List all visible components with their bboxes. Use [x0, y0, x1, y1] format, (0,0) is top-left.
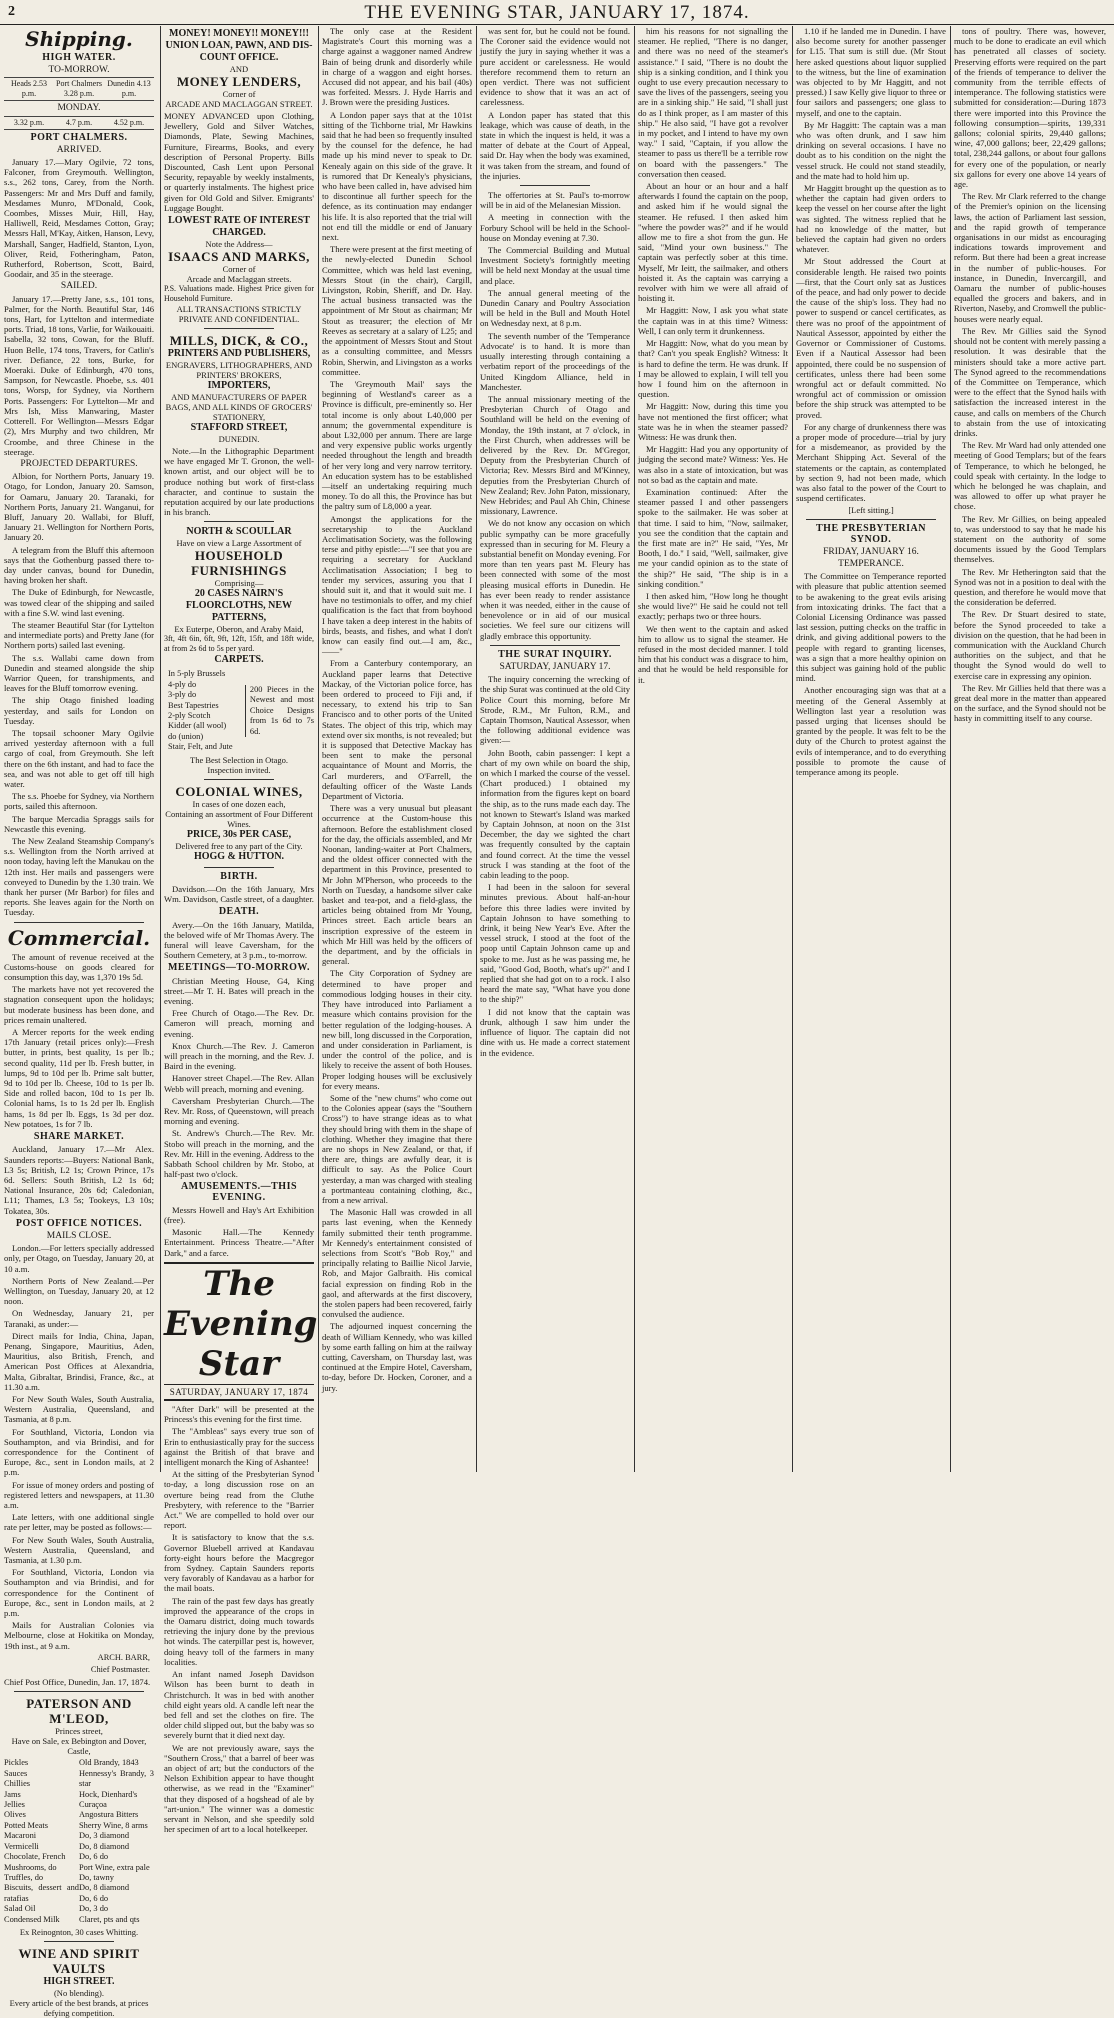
page-number: 2	[8, 4, 15, 19]
leader-para: The rain of the past few days has greatly improved the appearance of the crops in the Oamaru district, doing much towards retrieving the injury done by the previous hot winds. The caterpillar pest is, however, doing heavy toll of the farmers in many localities.	[164, 1595, 314, 1667]
news-para: The only case at the Resident Magistrate's Court this morning was a charge against a waggoner named Andrew Bain of being drunk and disorderly while in charge of a waggon and eight horses. Accused did not appear, and his bail (40s) was forfeited. Messrs. J. Hyde Harris and J. Brown were the presiding Justices.	[322, 26, 472, 108]
shipping-para: The s.s. Wallabi came down from Dunedin and steamed alongside the ship Warrior Queen, for transhipments, and leaves for the Bluff tomorrow evening.	[4, 652, 154, 694]
surat-para: I had been in the saloon for several minutes previous. About half-an-hour before this three ladies were invited by Captain Johnson to have something to drink, it being New Year's Eve. After the vessel struck, I stood at the foot of the poop until Captain Johnson came up and spoke to me. Just as he was passing me, he said, "Good God, Booth, what's up?" and I replied that she had got on to a rock. I also heard the mate say, "What have you done to the ship?"	[480, 882, 630, 1005]
goods-item: Do, 3 diamond	[79, 1831, 130, 1841]
synod-para: The Rev. Mr Hetherington said that the Synod was not in a position to deal with the question, and therefore he would move that the consideration be deferred.	[954, 566, 1106, 608]
mills-street: STAFFORD STREET,	[190, 422, 288, 434]
goods-item: Do, tawny	[79, 1872, 114, 1882]
goods-item: Truffles, do	[4, 1872, 44, 1882]
goods-item: Olives	[4, 1810, 26, 1820]
news-para: The annual general meeting of the Dunedin Canary and Poultry Association will be held in the Bull and Mouth Hotel on Wednesday next, at 8 p.m.	[480, 287, 630, 329]
post-para: For issue of money orders and posting of registered letters and newspapers, at 11.30 a.m.	[4, 1479, 154, 1510]
goods-item: Do, 8 diamond	[79, 1883, 130, 1893]
goods-item: Vermicelli	[4, 1841, 39, 1851]
household-sub: Comprising—	[214, 578, 264, 589]
column-6	[796, 26, 946, 1472]
lowest-rate	[164, 215, 314, 324]
monday-label: MONDAY.	[57, 103, 101, 114]
post-office-heading: POST OFFICE NOTICES.	[15, 1217, 143, 1229]
news-para: A meeting in connection with the Forbury School will be held in the School-house on Monday evening at 7.30.	[480, 212, 630, 243]
paterson-street: Princes street,	[55, 1726, 103, 1737]
isaacs-name: ISAACS AND MARKS,	[168, 249, 310, 265]
leader-para: The "Ambleas" says every true son of Erin to enthusiastically pray for the success against the British of that brave and intelligent monarch the King of Ashantee!	[164, 1426, 314, 1468]
meeting-para: Caversham Presbyterian Church.—The Rev. Mr. Ross, of Queenstown, will preach morning and evening.	[164, 1095, 314, 1127]
shipping-para: The Duke of Edinburgh, for Newcastle, was towed clear of the shipping and sailed with a fine S.W. wind last evening.	[4, 587, 154, 618]
colonial-text: Containing an assortment of Four Different Wines.	[165, 808, 313, 829]
surat-para: Mr Stout addressed the Court at considerable length. He raised two points—first, that the Court only sat as Justices of the peace, and had only power to decide the cause of the ship's loss. They had no power to suspend or cancel certificates, as there was no proof of the appointment of Nautical Assessor, appointed by either the Governor or Commissioner of Customs. Even if a Nautical Assessor had been appointed, there could be no suspension of certificates, unless there had been some wrongful act or default committed. No wrongful act of commission or omission before the ship struck was attempted to be proved.	[796, 256, 946, 420]
goods-item: Salad Oil	[4, 1904, 36, 1914]
synod-date: FRIDAY, JANUARY 16.	[823, 546, 919, 557]
union-address: ARCADE AND MACLAGGAN STREET.	[165, 99, 313, 109]
commercial-heading: Commercial.	[7, 925, 151, 950]
news-para: The City Corporation of Sydney are determined to have proper and commodious lodging houses in their city. They have introduced into Parliament a measure which contains provision for the better regulation of the lodging-houses. A new bill, long discussed in the Corporation, and under consideration in Parliament, is under the control of the police, and is likely to receive the assent of both Houses. Proper lodging houses will be exclusively for every means.	[322, 968, 472, 1091]
paterson-ad	[4, 1696, 154, 1756]
carpet-item: 2-ply Scotch	[168, 711, 211, 721]
goods-item: Chocolate, French	[4, 1852, 66, 1862]
synod-para: The Rev. Mr Gillies, on being appealed to, was understood to say that he made his statement on the authority of some documents issued by the Good Templars themselves.	[954, 513, 1106, 565]
isaacs-confidential: ALL TRANSACTIONS STRICTLY PRIVATE AND CONFIDENTIAL.	[176, 304, 302, 325]
north-scoullar-ad	[164, 526, 314, 666]
post-para: For Southland, Victoria, London via Southampton, and via Brindisi, and for correspondence for the Continent of Europe, &c., sent in London mails, at 2 p.m.	[4, 1426, 154, 1478]
mills-importers: IMPORTERS,	[207, 380, 271, 392]
temperance-heading: TEMPERANCE.	[838, 558, 904, 569]
leader-para: We are not previously aware, says the "Southern Cross," that a barrel of beer was an object of art; but the conductors of the Nelson Exhibition appear to have thought otherwise, as we read in the "Examiner" that they disposed of a hogshead of ale by "art-union." The winner was a domestic servant in Nelson, and she speedily sold her specimen of art to a local hotelkeeper.	[164, 1742, 314, 1835]
column-4	[480, 26, 630, 1472]
surat-heading: THE SURAT INQUIRY.	[498, 648, 612, 660]
amusement-para: Masonic Hall.—The Kennedy Entertainment. Princess Theatre.—"After Dark," and a farce.	[164, 1227, 314, 1258]
arrived-heading: ARRIVED.	[56, 144, 102, 155]
goods-item: Old Brandy, 1843	[79, 1758, 139, 1768]
leader-para: It is satisfactory to know that the s.s. Governor Bluebell arrived at Kandavau forty-eight hours before the Macgregor from Sydney. Captain Saunders reports very favorably of Kandavau as a harbor for the mail boats.	[164, 1532, 314, 1594]
carpet-item: Kidder (all wool)	[168, 721, 227, 731]
paper-dateline: SATURDAY, JANUARY 17, 1874	[164, 1387, 314, 1401]
left-sitting-text: [Left sitting.]	[848, 505, 894, 516]
post-office-place: Chief Post Office, Dunedin, Jan. 17, 1874.	[4, 1677, 151, 1688]
post-para: London.—For letters specially addressed only, per Otago, on Tuesday, January 20, at 10 a.m.	[4, 1243, 154, 1274]
leader-para: An infant named Joseph Davidson Wilson has been burnt to death in Christchurch. It was in bed with another child eight years old. A candle left near the bed fell and set the clothes on fire. The older child slipped out, but the baby was so severely burnt that it died next day.	[164, 1669, 314, 1741]
goods-item: Port Wine, extra pale	[79, 1862, 150, 1872]
shipping-para: The New Zealand Steamship Company's s.s. Wellington from the North arrived at noon today, having left the Manukau on the 12th inst. Her mails and passengers were conveyed to Dunedin by the 1.30 train. We thank her purser (Mr Barbor) for files and reports. She leaves again for the North on Tuesday.	[4, 836, 154, 918]
nairn-ex: Ex Euterpe, Oberon, and Araby Maid,	[174, 624, 304, 635]
news-para: The 'Greymouth Mail' says the beginning of Westland's career as a Province is difficult, pre-eminently so. Her total income is only about L40,000 per annum; the governmental expenditure is about L32,000 per annum. There are large and very expensive public works urgently needed throughout the length and breadth of her very long and very narrow territory. An education system has to be established—itself an undertaking requiring much money. To do all this, the Province has but the paltry sum of L8,000 a year.	[322, 378, 472, 512]
household-heading: HOUSEHOLD FURNISHINGS	[191, 548, 287, 579]
divider	[520, 185, 590, 186]
divider	[204, 521, 274, 522]
shipping-para: The s.s. Phoebe for Sydney, via Northern ports, sailed this afternoon.	[4, 791, 154, 812]
paterson-heading: PATERSON AND M'LEOD,	[26, 1696, 132, 1727]
carpet-item: Best Tapestries	[168, 700, 219, 710]
union-corner: Corner of	[222, 89, 256, 99]
post-para: For New South Wales, South Australia, Western Australia, Queensland, and Tasmania, at 1.30 p.m.	[4, 1534, 154, 1566]
death-heading: DEATH.	[218, 906, 260, 918]
isaacs-address: Arcade and Maclaggan streets.	[186, 274, 292, 285]
post-para: Late letters, with one additional single rate per letter, may be posted as follows:—	[4, 1512, 154, 1533]
synod-para: The Rev. Mr Clark referred to the change of the Premier's opinion on the licensing laws, the action of Parliament last session, and the rapid growth of temperance organisations in our midst as encouraging indications towards improvement and reform. But there had been a great increase in the number of public-houses. For instance, in Dunedin, Invercargill, and Oamaru the number of public-houses equalled the grocers and bakers, and in Riverton, Naseby, and Cromwell the public-houses were nearly equal.	[954, 191, 1106, 324]
goods-item: Sherry Wine, 8 arms	[79, 1820, 148, 1830]
synod-para: The Committee on Temperance reported with pleasure that public attention seemed to be awakening to the great evils arising from intoxicating drinks. The fact that a Colonial Licensing Ordinance was passed last session, putting checks on the traffic in drink, and giving additional powers to the people with regard to granting licenses, was a sign that a more healthy opinion on this subject was gaining hold of the public mind.	[796, 571, 946, 684]
post-para: Mails for Australian Colonies via Melbourne, close at Hokitika on Monday, 19th inst., at 9 a.m.	[4, 1620, 154, 1651]
paterson-goods	[4, 1758, 154, 1925]
post-para: On Wednesday, January 21, per Taranaki, as under:—	[4, 1308, 154, 1329]
paterson-foot	[4, 1927, 154, 1937]
surat-para: We then went to the captain and asked him to allow us to signal the steamer. He refused in the most decided manner. I told him that his conduct was a disgrace to him, and that he would be held responsible for it.	[638, 623, 788, 685]
union-and: AND	[229, 64, 249, 74]
surat-para: Examination continued: After the steamer passed I and other passengers spoke to the sailmaker. He was sober at that time. I said to him, "Now, sailmaker, you see the condition that the captain and the first mate are in?" He said, "Yes, Mr Booth, I do." I said, "Well, sailmaker, give me your candid opinion as to the state of the ship?" He said, "The ship is in a sinking condition."	[638, 486, 788, 589]
surat-para: Mr Haggitt: Now, what do you mean by that? Can't you speak English? Witness: It is hard to define the term. He was drunk. If I may be allowed to explain, I will tell you how I found him on the afternoon in question.	[638, 338, 788, 400]
death-text: Avery.—On the 16th January, Matilda, the beloved wife of Mr Thomas Avery. The funeral will leave Caversham, for the Southern Cemetery, at 3 p.m., to-morrow.	[164, 919, 314, 961]
carpets-foot-block	[164, 755, 314, 775]
divider	[204, 867, 274, 868]
meetings-heading: MEETINGS—TO-MORROW.	[167, 962, 311, 974]
union-text: MONEY ADVANCED upon Clothing, Jewellery, Gold and Silver Watches, Diamonds, Plate, Sewing Machines, Furniture, Firearms, Books, and every description of Personal Property. Bills Discounted, Cash Lent upon Personal Security, repayable by weekly instalments, or quarterly instalments. The highest price given for Old Gold and Silver. Emigrants' Luggage Bought.	[164, 111, 314, 213]
goods-item: Jams	[4, 1789, 21, 1799]
news-para: The annual missionary meeting of the Presbyterian Church of Otago and Southland will be held on the evening of Monday, the 19th instant, at 7 o'clock, in the First Church, when addresses will be delivered by the Rev. Dr. M'Gregor, Deputy from the Presbyterian Church of Victoria; Rev. Messrs Bird and M'Kinney, deputies from the Presbyterian Church of New Zealand; Rev. John Paton, missionary, New Hebrides; and Paul Ah Chin, Chinese missionary, Lawrence.	[480, 393, 630, 517]
paterson-goods-left	[4, 1758, 79, 1925]
leader-para: At the sitting of the Presbyterian Synod to-day, a long discussion rose on an overture being read from the Cluthe Presbytery, with reference to the "Barrier Act." We are compelled to hold over our report.	[164, 1469, 314, 1531]
birth-text: Davidson.—On the 16th January, Mrs Wm. Davidson, Castle street, of a daughter.	[164, 883, 314, 905]
carpet-item: 3-ply do	[168, 690, 197, 700]
colonial-wines-ad	[164, 784, 314, 863]
surat-para: him his reasons for not signalling the steamer. He replied, "There is no danger, and there was no need of the steamer's assistance." I said, "There is no doubt the ship is a sinking condition, and I think you ought to use every precaution necessary to save the lives of the passengers, seeing you are in a sinking ship." He said, "I shall just do as I think proper, as I am master of this ship." He also said, "I have got a revolver in my pocket, and I intend to have my own way." I said, "Captain, if you allow the steamer to pass us there'll be a terrible row on board with the passengers." The conversation then ceased.	[638, 26, 788, 179]
surat-para: Mr Haggitt brought up the question as to whether the captain had given orders to keep the vessel on her course after the light was sighted. The witness replied that he had no knowledge of the matter, but believed the captain had given no orders whatever.	[796, 183, 946, 255]
tide-table-tomorrow	[4, 77, 154, 101]
news-para: A London paper says that at the 101st sitting of the Tichborne trial, Mr Hawkins said that he had been so frequently insulted by the counsel for the defence, he had made up his mind never to speak to Dr. Kenealy again on this side of the grave. It is rumored that Dr Kenealy's physicians, who have been called in, have advised him to discontinue all further speech for the defence, as its continuation may endanger his life. It is also reported that the trial will not end till the middle or end of January next.	[322, 109, 472, 243]
surat-para: John Booth, cabin passenger: I kept a chart of my own while on board the ship, on which I marked the course of the vessel. (Chart produced.) I obtained my information from the figures kept on board the ship, as to the runs made each day. The not known to Stewart's Island was marked by Captain Johnson, at noon on the 31st December, the day we sighted the chart was frequently consulted by the captain and found correct. At the time the vessel struck I was standing at the foot of the cabin leading to the poop.	[480, 747, 630, 881]
news-para: The Masonic Hall was crowded in all parts last evening, when the Kennedy family submitted their tenth programme. Mr Kennedy's entertainment consisted of selections from Scott's "Bob Roy," and principally relating to Baillie Nicol Jarvie, Rob, and Major Galbraith. His comical facial expression on finding Rob in the gaol, and afterwards at the first discovery, the stolen papers had been recovered, fairly convulsed the audience.	[322, 1207, 472, 1320]
shipping-para: The barque Mercadia Spraggs sails for Newcastle this evening.	[4, 813, 154, 834]
isaacs-ps: P.S. Valuations made. Highest Price given for Household Furniture.	[164, 284, 314, 304]
shipping-para: A telegram from the Bluff this afternoon says that the Gothenburg passed there to-day under canvas, bound for Dunedin, having broken her shaft.	[4, 544, 154, 586]
wine-vaults-heading: WINE AND SPIRIT VAULTS	[18, 1945, 140, 1976]
goods-item: Do, 8 diamond	[79, 1841, 130, 1851]
divider	[204, 779, 274, 780]
projected-heading: PROJECTED DEPARTURES.	[20, 458, 138, 469]
goods-item: Angostura Bitters	[79, 1810, 139, 1820]
post-para: For New South Wales, South Australia, Western Australia, Queensland, and Tasmania, at 8 p.m.	[4, 1393, 154, 1425]
colonial-price: PRICE, 30s PER CASE,	[186, 828, 292, 840]
mills-sub-3: AND MANUFACTURERS OF PAPER BAGS, AND ALL KINDS OF GROCERS' STATIONERY,	[165, 392, 313, 423]
arrived-text: January 17.—Mary Ogilvie, 72 tons, Falconer, from Greymouth. Wellington, s.s., 262 tons, Carey, from the North. Passengers: Mr and Mrs Duff and family, Mesdames Munro, M'Donald, Cook, Coombes, Misses Muir, Hill, Hay, Halliwell, Reid, Mesdames Cotton, Gray; Messrs Hall, M'Kay, Aitken, Hanson, Levy, Marshall, Sanger, Hadfield, Stanton, Lyon, Oliver, Reid, Fotheringham, Paton, Rutherford, Robertson, Scott, Baird, Goodair, and 35 in the steerage.	[4, 157, 154, 280]
news-para: From a Canterbury contemporary, an Auckland paper learns that Detective Mackay, of the Victorian police force, has been ordered to proceed to Fiji and, if necessary, to extend his trip to San Francisco and to other ports of the United States. The object of this trip, which may extend over six months, is not revealed; but it is supposed that Detective Mackay has been sent to make the personal acquaintance of Mount and Morris, the Carl murderers, and O'Farrell, the defaulting officer of the Waste Lands Department of Victoria.	[322, 658, 472, 802]
tide-table-monday	[4, 116, 154, 130]
news-para: The seventh number of the 'Temperance Advocate' is to hand. It is more than usually interesting through containing a verbatim report of the proceedings of the United Kingdom Alliance, held in Manchester.	[480, 330, 630, 392]
carpets-items	[168, 669, 245, 752]
surat-para: About an hour or an hour and a half afterwards I found the captain on the poop, and asked him if he would signal the steamer. He refused. I then asked him "where the powder was?" and if he would allow me to fire a shot from the gun. He said, "Mind your own business." The captain was perfectly sober at this time. Myself, Mr Ieitt, the sailmaker, and others hoisted it. As the captain was carrying a revolver with him we were all afraid of hoisting it.	[638, 181, 788, 304]
carpets-block	[168, 669, 314, 752]
goods-item: Pickles	[4, 1758, 29, 1768]
synod-para: The Rev. Mr Gillies said the Synod should not be content with merely passing a resolution. It was desirable that the ministers should take a more active part. The Synod agreed to the recommendations of the Committee on Temperance, which were to the effect that the Synod hails with satisfaction the increased interest in the cause, and calls on members of the Church to abstain from the use of intoxicating drinks.	[954, 325, 1106, 438]
synod-para: The Rev. Dr Stuart desired to state, before the Synod proceeded to take a division on the question, that he had been in communication with the Auckland Church authorities on the subject, and that he thought the Synod would do well to exercise care in expressing any opinion.	[954, 609, 1106, 681]
post-para: Northern Ports of New Zealand.—Per Wellington, on Tuesday, January 20, at 12 noon.	[4, 1275, 154, 1307]
carpet-item: 4-ply do	[168, 679, 197, 689]
columns	[4, 26, 1110, 2018]
tomorrow-label: TO-MORROW.	[48, 65, 110, 76]
north-line: Have on view a Large Assortment of	[176, 538, 302, 549]
news-para: The adjourned inquest concerning the death of William Kennedy, who was killed by some earth falling on him at the railway cutting, Caversham, on Thursday last, was continued at the Empire Hotel, Caversham, to-day, before Dr. Hocken, Coroner, and a jury.	[322, 1321, 472, 1393]
wine-vaults-street: HIGH STREET.	[43, 1975, 115, 1987]
goods-item: Hennessy's Brandy, 3 star	[79, 1768, 154, 1789]
postmaster-name: ARCH. BARR,	[97, 1652, 150, 1662]
projected-text: Albion, for Northern Ports, January 19. Otago, for London, January 20. Samson, for Oamaru, January 20. Taranaki, for Northern Ports, January 21. Wanganui, for Bluff, January 20. Wallabi, for Bluff, January 21. Wellington for Northern Ports, January 20.	[4, 471, 154, 543]
union-lenders: MONEY LENDERS,	[176, 74, 302, 89]
masthead	[0, 0, 1114, 25]
carpet-item: In 5-ply Brussels	[168, 669, 226, 679]
synod-para: tons of poultry. There was, however, much to be done to eradicate an evil which has penetrated all classes of society. Preserving efforts were required on the part of the friends of temperance to deliver the community from the terrible effects of intemperance. The following statistics were submitted for consideration:—During 1873 there were imported into this Province the following consumption—spirits, 139,331 gallons; colonial spirits, 29,440 gallons; wine, 47,000 gallons; beer, 22,429 gallons; total, 238,244 gallons, or about four gallons for every one of the population, or nearly six gallons for every one above 14 years of age.	[954, 26, 1106, 190]
goods-item: Chillies	[4, 1779, 31, 1789]
union-line-2: COUNT OFFICE.	[199, 52, 279, 63]
tide-cell: 4.52 p.m.	[113, 117, 145, 127]
shipping-heading: Shipping.	[25, 27, 133, 51]
sailed-text: January 17.—Pretty Jane, s.s., 101 tons, Palmer, for the North. Beautiful Star, 146 tons, Hart, for Lyttelton and intermediate ports. Triad, 18 tons, Varlie, for Waikouaiti. Isabella, 32 tons, Cowan, for the Bluff. Huon Belle, 174 tons, Travers, for Catlin's river. Defiance, 22 tons, Burke, for Moeraki. Duke of Edinburgh, 470 tons, Sampson, for Newcastle. Phoebe, s.s. 401 tons, Worsp, for Sydney, via Northern Ports. Passengers: For Lyttelton—Mr and Mrs Ish, Miss Manwaring, Master Cotterell. For Wellington—Messrs Edgar (2), Mrs Murphy and two children, Mr Croombe, and three Chinese in the steerage.	[4, 293, 154, 457]
news-para: We do not know any occasion on which public sympathy can be more gracefully expressed than in securing for M. Fleury a substantial benefit on Monday evening. For more than ten years past M. Fleury has been connected with some of the most pleasing musical efforts in Dunedin. He has ever been ready to render assistance when it was needed, either in the cause of benevolence or in aid of our musical societies. We feel sure our citizens will gladly embrace this opportunity.	[480, 518, 630, 641]
news-para: The offertories at St. Paul's to-morrow will be in aid of the Melanesian Mission.	[480, 190, 630, 211]
tide-cell: Port Chalmers 3.28 p.m.	[56, 79, 102, 99]
divider	[14, 1691, 144, 1692]
synod-heading: THE PRESBYTERIAN SYNOD.	[816, 523, 926, 545]
divider	[14, 922, 144, 923]
carpets-heading: CARPETS.	[214, 654, 264, 666]
news-para: A London paper has stated that this leakage, which was cause of death, in the state in which the inquest is held, it was a matter of debate at the Court of Appeal, said Dr. Hay when the body was examined, it was taken from the stream, and found of the injuries.	[480, 109, 630, 181]
mills-heading: MILLS, DICK, & CO.,	[169, 333, 309, 349]
colonial-heading: COLONIAL WINES,	[175, 783, 303, 799]
amusements-heading: AMUSEMENTS.—THIS EVENING.	[180, 1181, 298, 1203]
news-para: Some of the "new chums" who come out to the Colonies appear (says the "Southern Cross") to have strange ideas as to what they should bring with them in the shape of clothing. Whether they imagine that there are no shops in New Zealand, or that, if there are, things are awfully dear, it is difficult to say. As the Police Court yesterday, a man was charged with stealing a portmanteau containing clothing, &c., from a new arrival.	[322, 1092, 472, 1205]
goods-item: Jellies	[4, 1800, 25, 1810]
share-market-heading: SHARE MARKET.	[33, 1131, 125, 1143]
column-7	[954, 26, 1106, 1472]
nairn-widths: 3ft, 4ft 6in, 6ft, 9ft, 12ft, 15ft, and 18ft wide, at from 2s 6d to 5s per yard.	[164, 634, 314, 654]
carpets-list	[168, 669, 314, 752]
paterson-castle: Castle,	[67, 1746, 91, 1757]
mills-dick-ad	[164, 333, 314, 444]
synod-para: The Rev. Mr Gillies held that there was a great deal more in the matter than appeared on the surface, and the Synod should not be hasty in committing itself to any course.	[954, 682, 1106, 724]
surat-date: SATURDAY, JANUARY 17.	[499, 661, 611, 672]
wine-vaults-foot: Every article of the best brands, at prices defying competition.	[9, 1997, 149, 2018]
carpets-foot: The Best Selection in Otago.	[190, 754, 288, 765]
union-loan-ad	[164, 28, 314, 109]
birth-heading: BIRTH.	[220, 870, 258, 882]
news-para: Amongst the applications for the secretaryship to the Auckland Acclimatisation Society, was the following terse and pithy epistle:—"I see that you are requiring a secretary for Auckland Acclimatisation Association; I beg to tender my services, assuring you that I should suit it, and that it would suit me. I have no testimonials to offer, and my chief qualification is the fact that from boyhood I have taken a deep interest in the habits of birds, beasts, and fishes, and what I don't know can easily find out.—I am, &c., ——"	[322, 513, 472, 657]
divider	[44, 1941, 114, 1942]
goods-item: Claret, pts and qts	[79, 1914, 140, 1924]
column-2	[164, 26, 318, 1835]
column-5	[638, 26, 788, 1472]
paterson-footline: Ex Reinognton, 30 cases Whitting.	[19, 1926, 139, 1937]
news-para: There were present at the first meeting of the newly-elected Dunedin School Committee, which was held last evening, Messrs Stout (in the chair), Cargill, Livingston, Robin, Sheriff, and Dr. Hay. The actual business transacted was the appointment of Mr Stout as chairman; Mr Stout as treasurer; the election of Mr Reeves as secretary at a salary of L25; and the appointment of Messrs Stout and Stout as a consulting committee, and Messrs Robin, Sherwin, and Livingston as a works committee.	[322, 244, 472, 377]
surat-para: I then asked him, "How long he thought she would live?" He said he could not tell exactly; perhaps two or three hours.	[638, 590, 788, 622]
leader-para: "After Dark" will be presented at the Princess's this evening for the first time.	[164, 1404, 314, 1425]
shipping-para: The steamer Beautiful Star (for Lyttelton and intermediate ports) and Pretty Jane (for Northern ports) sailed last evening.	[4, 619, 154, 651]
goods-item: Hock, Dienhard's	[79, 1789, 138, 1799]
isaacs-note: Note the Address—	[205, 239, 273, 250]
commercial-para: The amount of revenue received at the Customs-house on goods cleared for consumption this day, was 1,370 19s 5d.	[4, 951, 154, 983]
news-para: was sent for, but he could not be found. The Coroner said the evidence would not justify the jury in saying whether it was a pure accident or carelessness. He would therefore recommend them to return an open verdict. There was not sufficient evidence to show that it was an act of carelessness.	[480, 26, 630, 108]
goods-item: Sauces	[4, 1768, 28, 1778]
postmaster-title: Chief Postmaster.	[90, 1665, 150, 1675]
mills-sub-2: ENGRAVERS, LITHOGRAPHERS, AND PRINTERS' BROKERS,	[165, 360, 313, 381]
column-3	[322, 26, 472, 1472]
hogg-hutton: HOGG & HUTTON.	[193, 850, 285, 862]
shipping-para: The topsail schooner Mary Ogilvie arrived yesterday afternoon with a full cargo of coal, from Greymouth. She left there on the 6th instant, and had to face the sea, and was not able to get off till high water.	[4, 727, 154, 789]
mills-sub: PRINTERS AND PUBLISHERS,	[167, 348, 311, 360]
paterson-goods-right	[79, 1758, 154, 1925]
post-para: For Southland, Victoria, London via Southampton and via Brindisi, and for correspondence for the Continent of Europe, &c., sent in London mails, at 2 p.m.	[4, 1567, 154, 1619]
carpet-item: Stair, Felt, and Jute	[168, 742, 233, 752]
mills-city: DUNEDIN.	[218, 434, 260, 445]
masthead-title: THE EVENING STAR, JANUARY 17, 1874.	[364, 2, 750, 23]
share-text: Auckland, January 17.—Mr Alex. Saunders reports:—Buyers: National Bank, L3 5s; British, L2 1s; Crown Prince, 17s 6d. Sellers: South British, L2 1s 6d; National Insurance, 20s 6d; Caledonian, L11; Thames, L3 5s; Tookeys, L3 10s; Tokatea, 30s.	[4, 1144, 154, 1216]
port-chalmers-heading: PORT CHALMERS.	[30, 131, 128, 143]
post-para: Direct mails for India, China, Japan, Penang, Singapore, Mauritius, Aden, Mauritius, also British, French, and American Post Offices at Alexandria, Malta, Gibraltar, Brindisi, France, &c., at 11.30 a.m.	[4, 1330, 154, 1392]
news-para: There was a very unusual but pleasant occurrence at the Custom-house this afternoon. Before the establishment closed for the day, the officials assembled, and Mr Noonan, landing-waiter at Port Chalmers, and the oldest officer connected with the department in this Province, presented to Mr John M'Pherson, who proceeds to the North on Tuesday, a handsome silver cake basket and tea-pot, and a field-glass, the articles being obtained from Mr Young, Princes street. Each article bears an inscription expressive of the esteem in which Mr Hill was held by the officers of the department, and by the officials in general.	[322, 803, 472, 967]
wine-vaults-note: (No blending).	[53, 1987, 105, 1998]
north-heading: NORTH & SCOULLAR	[186, 526, 292, 538]
meeting-para: Hanover street Chapel.—The Rev. Allan Webb will preach, morning and evening.	[164, 1073, 314, 1094]
sailed-heading: SAILED.	[60, 281, 98, 292]
synod-para: Another encouraging sign was that at a meeting of the General Assembly at Wellington last year a resolution was passed urging that licenses should be granted by the people. It was felt to be the duty of the Church to protest against the evils of intemperance, and to do everything possible to promote the cause of temperance among its people.	[796, 685, 946, 778]
surat-para: Mr Haggitt: Now, I ask you what state the captain was in at this time? Witness: Well, I can only term it drunkenness.	[638, 305, 788, 336]
surat-para: For any charge of drunkenness there was a proper mode of procedure—trial by jury for a misdemeanor, as provided by the Merchant Shipping Act. Several of the statements or the captain, as contemplated by section 9, had not been made, which was also fatal to the power of the Court to suspend certificates.	[796, 421, 946, 504]
mails-close-heading: MAILS CLOSE.	[46, 1230, 112, 1241]
goods-item: Do, 6 do	[79, 1893, 109, 1903]
surat-para: I did not know that the captain was drunk, although I saw him under the influence of liquor. The captain did not dine with us. He made a correct statement in the evidence.	[480, 1006, 630, 1058]
amusement-para: Messrs Howell and Hay's Art Exhibition (free).	[164, 1204, 314, 1225]
tide-cell: 4.7 p.m.	[65, 117, 93, 127]
union-line-1: UNION LOAN, PAWN, AND DIS-	[165, 40, 313, 51]
goods-item: Mushrooms, do	[4, 1862, 57, 1872]
goods-item: Potted Meats	[4, 1820, 48, 1830]
divider	[806, 519, 936, 520]
tide-cell: Dunedin 4.13 p.m.	[107, 79, 151, 99]
tide-cell: 3.32 p.m.	[13, 117, 45, 127]
tide-cell: Heads 2.53 p.m.	[11, 79, 47, 99]
goods-item: Do, 6 do	[79, 1852, 109, 1862]
paper-nameplate: The Evening Star	[164, 1263, 318, 1384]
synod-para: The Rev. Mr Ward had only attended one meeting of Good Templars; but of the fears of Temperance, to which he belonged, he could speak with certainty. In the lodge to which he belonged he was chaplain, and was allowed to offer up what prayer he chose.	[954, 440, 1106, 512]
paterson-sale: Have on Sale, ex Bebington and Dover,	[11, 1736, 147, 1747]
mills-note: Note.—In the Lithographic Department we have engaged Mr T. Gronon, the well-known artist, and our object will be to produce nothing but work of first-class character, and continue to sustain the reputation acquired by our late productions in his branch.	[164, 446, 314, 518]
goods-item: Condensed Milk	[4, 1914, 60, 1924]
isaacs-corner: Corner of	[222, 264, 256, 275]
surat-para: The inquiry concerning the wrecking of the ship Surat was continued at the old City Police Court this morning, before Mr Strode, R.M., Mr Fulton, R.M., and Captain Thomson, Nautical Assessor, when the following additional evidence was given:—	[480, 674, 630, 746]
commercial-para: A Mercer reports for the week ending 17th January (retail prices only):—Fresh butter, in prints, best quality, 1s per lb.; second quality, 11d per lb. Fresh butter, in lumps, 9d to 10d per lb. Prime salt butter, 9d to 10d per lb. Cheese, 10d to 1s per lb. Side and rolled bacon, 10d to 1s per lb. Colonial hams, 1s to 1s 2d per lb. English hams, 1s 8d per lb. Eggs, 1s 3d per doz. New potatoes, 1s for 7 lb.	[4, 1027, 154, 1129]
colonial-deliver: Delivered free to any part of the City.	[175, 840, 303, 851]
inspection-invited: Inspection invited.	[207, 764, 271, 775]
commercial-para: The markets have not yet recovered the stagnation consequent upon the holidays; but moderate business has been done, and prices remain unaltered.	[4, 984, 154, 1025]
wine-vaults-ad	[4, 1946, 154, 2018]
divider	[204, 328, 274, 329]
carpets-note: 200 Pieces in the Newest and most Choice Designs from 1s 6d to 7s 6d.	[245, 685, 314, 737]
column-1	[4, 26, 154, 2018]
divider	[490, 645, 620, 646]
high-water-heading: HIGH WATER.	[42, 52, 116, 63]
lowest-rate-line-1: LOWEST RATE OF INTEREST	[168, 215, 310, 227]
shipping-para: The ship Otago finished loading yesterday, and sails for London on Tuesday.	[4, 695, 154, 726]
goods-item: Curaçoa	[79, 1800, 107, 1810]
surat-para: By Mr Haggitt: The captain was a man who was often drunk, and I saw him drinking on several occasions. I have no doubt as to his condition on the night the vessel struck. He could not stand steadily, and the mate had to hold him up.	[796, 119, 946, 181]
meeting-para: Christian Meeting House, G4, King street.—Mr T. H. Bates will preach in the evening.	[164, 975, 314, 1006]
surat-para: Mr Haggitt: Had you any opportunity of judging the second mate? Witness: Yes. He was also in a state of intoxication, but was not so bad as the captain and mate.	[638, 444, 788, 485]
goods-item: Macaroni	[4, 1831, 37, 1841]
carpet-item: do (union)	[168, 731, 204, 741]
goods-item: Do, 3 do	[79, 1904, 109, 1914]
money-heading: MONEY! MONEY!! MONEY!!!	[169, 28, 309, 39]
meeting-para: St. Andrew's Church.—The Rev. Mr. Stobo will preach in the morning, and the Rev. Mr. Hill in the evening. Address to the Sabbath School children by Mr. Stobo, at half-past two o'clock.	[164, 1128, 314, 1180]
news-para: The Commercial Building and Mutual Investment Society's fortnightly meeting will be held next Monday at the usual time and place.	[480, 245, 630, 286]
surat-para: Mr Haggitt: Now, during this time you have not mentioned the first officer; what state was he in when the steamer passed? Witness: He was drunk then.	[638, 401, 788, 442]
meeting-para: Knox Church.—The Rev. J. Cameron will preach in the morning, and the Rev. J. Baird in the evening.	[164, 1040, 314, 1072]
surat-para: 1.10 if he landed me in Dunedin. I have also become surety for another passenger for L15. That sum is still due. (Mr Stout here asked questions about liquor supplied to the witness, but the line of examination was objected to by Mr Haggitt, and not pressed.) I saw Kelly give liquor to three or four sailors and passengers; one glass to myself, and one to the captain.	[796, 26, 946, 118]
meeting-para: Free Church of Otago.—The Rev. Dr. Cameron will preach, morning and evening.	[164, 1008, 314, 1039]
colonial-sub: In cases of one dozen each,	[192, 798, 286, 809]
goods-item: Biscuits, dessert and ratafias	[4, 1883, 79, 1903]
left-sitting	[796, 505, 946, 515]
lowest-rate-line-2: CHARGED.	[212, 227, 266, 239]
nairn-text: 20 CASES NAIRN'S FLOORCLOTHS, NEW PATTERNS,	[185, 588, 293, 624]
